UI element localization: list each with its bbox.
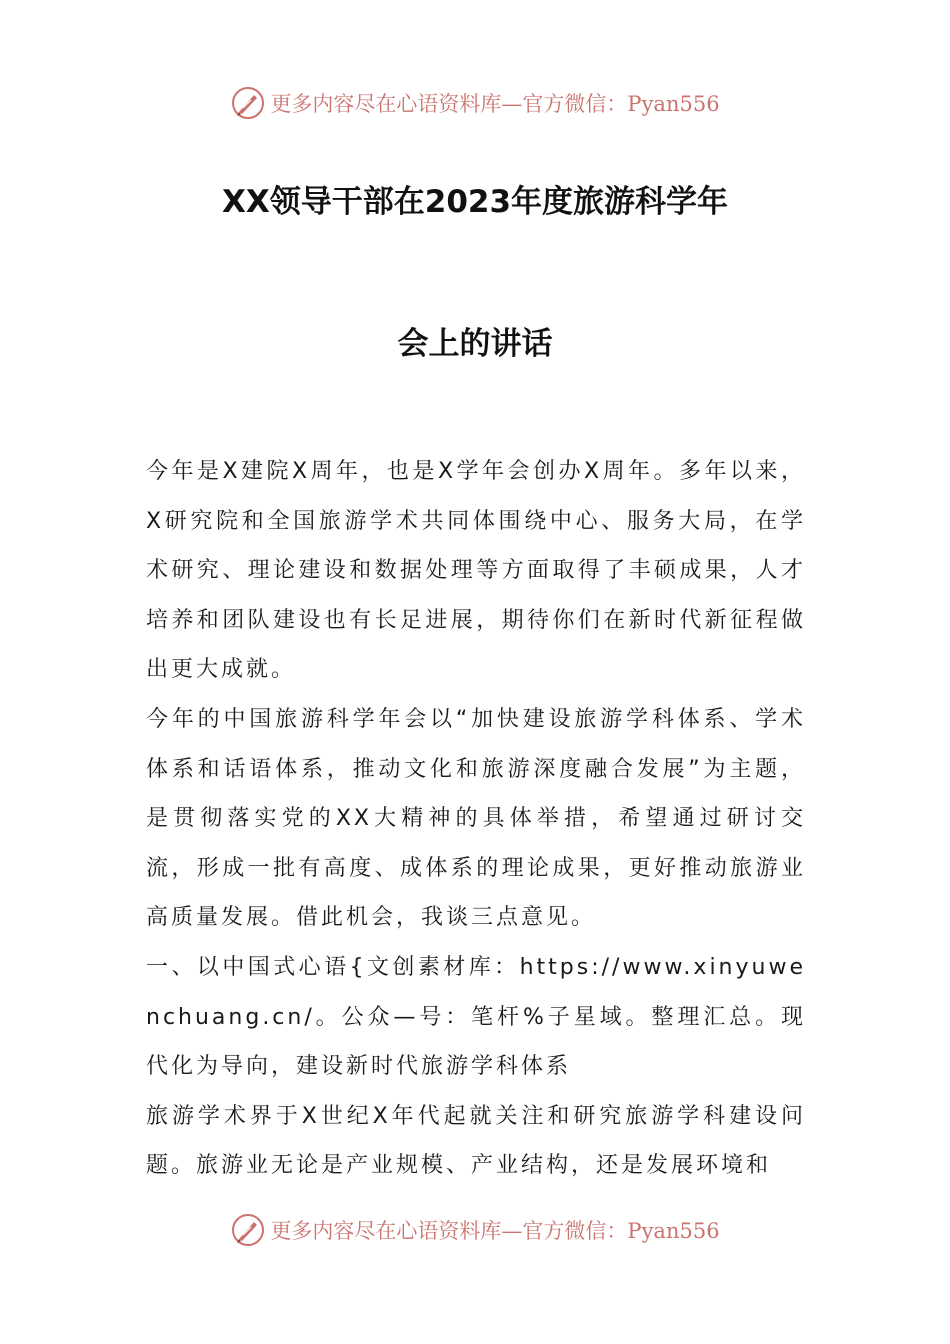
section-heading-1: 一、以中国式心语{文创素材库：https://www.xinyuwenchuang.cn/。公众—号：笔杆%子星域。整理汇总。现代化为导向，建设新时代旅游学科体系 [146, 954, 806, 1080]
watermark-header [0, 83, 950, 123]
document-title-line-1: XX领导干部在2023年度旅游科学年 [221, 184, 729, 220]
document-body [146, 447, 806, 1191]
paragraph-2: 今年的中国旅游科学年会以“加快建设旅游学科体系、学术体系和话语体系，推动文化和旅游深度融合发展”为主题，是贯彻落实党的XX大精神的具体举措，希望通过研讨交流，形成一批有高度、成体系的理论成果，更好推动旅游业高质量发展。借此机会，我谈三点意见。 [146, 706, 806, 931]
paragraph-1: 今年是X建院X周年，也是X学年会创办X周年。多年以来，X研究院和全国旅游学术共同体围绕中心、服务大局，在学术研究、理论建设和数据处理等方面取得了丰硕成果，人才培养和团队建设也有长足进展，期待你们在新时代新征程做出更大成就。 [146, 459, 806, 683]
watermark-text: 更多内容尽在心语资料库—官方微信：Pyan556 [270, 1219, 720, 1243]
quill-logo-icon [230, 85, 266, 121]
watermark-footer [0, 1210, 950, 1250]
paragraph-3: 旅游学术界于X世纪X年代起就关注和研究旅游学科建设问题。旅游业无论是产业规模、产业结构，还是发展环境和 [146, 1103, 806, 1179]
watermark-text: 更多内容尽在心语资料库—官方微信：Pyan556 [270, 92, 720, 116]
document-title-line-2: 会上的讲话 [397, 326, 553, 362]
quill-logo-icon [230, 1212, 266, 1248]
